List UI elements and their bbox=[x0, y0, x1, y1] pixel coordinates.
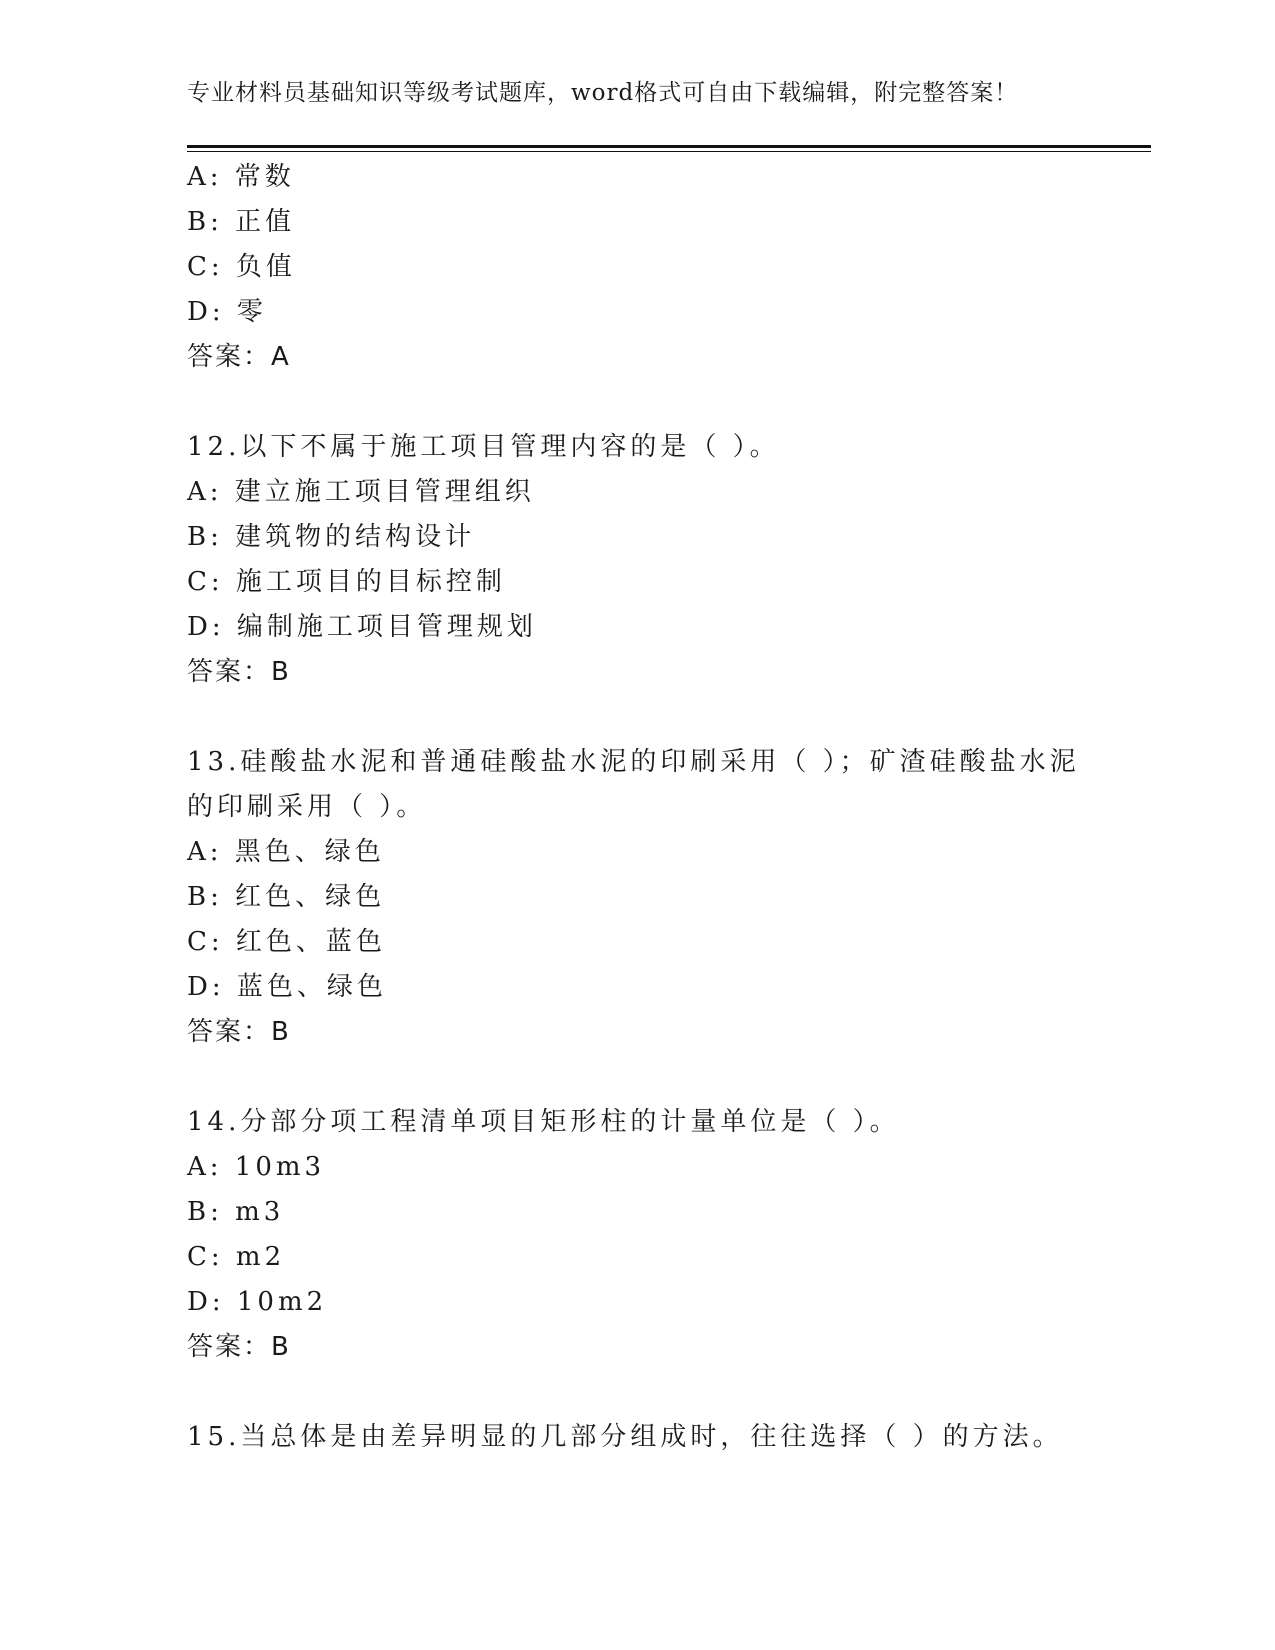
q14-option-d: D: 10m2 bbox=[187, 1287, 328, 1317]
q14-question: 14.分部分项工程清单项目矩形柱的计量单位是（ ）。 bbox=[187, 1107, 900, 1137]
q11-option-a: A: 常数 bbox=[187, 162, 295, 192]
q11-option-d: D: 零 bbox=[187, 297, 267, 327]
q11-option-b: B: 正值 bbox=[187, 207, 296, 237]
q12-option-a: A: 建立施工项目管理组织 bbox=[187, 477, 535, 507]
q13-question-line1: 13.硅酸盐水泥和普通硅酸盐水泥的印刷采用（ ）；矿渣硅酸盐水泥 bbox=[187, 747, 1080, 777]
q15-question: 15.当总体是由差异明显的几部分组成时，往往选择（ ）的方法。 bbox=[187, 1422, 1063, 1452]
q12-answer: 答案：B bbox=[187, 657, 291, 687]
q14-option-a: A: 10m3 bbox=[187, 1152, 326, 1182]
q13-option-c: C: 红色、蓝色 bbox=[187, 927, 386, 957]
q12-option-c: C: 施工项目的目标控制 bbox=[187, 567, 506, 597]
header-rule-thick bbox=[187, 145, 1151, 148]
q13-option-a: A: 黑色、绿色 bbox=[187, 837, 385, 867]
header-rule-thin bbox=[187, 151, 1151, 152]
q12-option-d: D: 编制施工项目管理规划 bbox=[187, 612, 537, 642]
q12-option-b: B: 建筑物的结构设计 bbox=[187, 522, 476, 552]
page-header: 专业材料员基础知识等级考试题库，word格式可自由下载编辑，附完整答案！ bbox=[187, 80, 1019, 106]
q13-question-line2: 的印刷采用（ ）。 bbox=[187, 792, 427, 822]
q14-option-b: B: m3 bbox=[187, 1197, 285, 1227]
q13-answer: 答案：B bbox=[187, 1017, 291, 1047]
q14-answer: 答案：B bbox=[187, 1332, 291, 1362]
q12-question: 12.以下不属于施工项目管理内容的是（ ）。 bbox=[187, 432, 780, 462]
q13-option-b: B: 红色、绿色 bbox=[187, 882, 386, 912]
q13-option-d: D: 蓝色、绿色 bbox=[187, 972, 387, 1002]
q11-option-c: C: 负值 bbox=[187, 252, 296, 282]
q14-option-c: C: m2 bbox=[187, 1242, 286, 1272]
q11-answer: 答案：A bbox=[187, 342, 291, 372]
